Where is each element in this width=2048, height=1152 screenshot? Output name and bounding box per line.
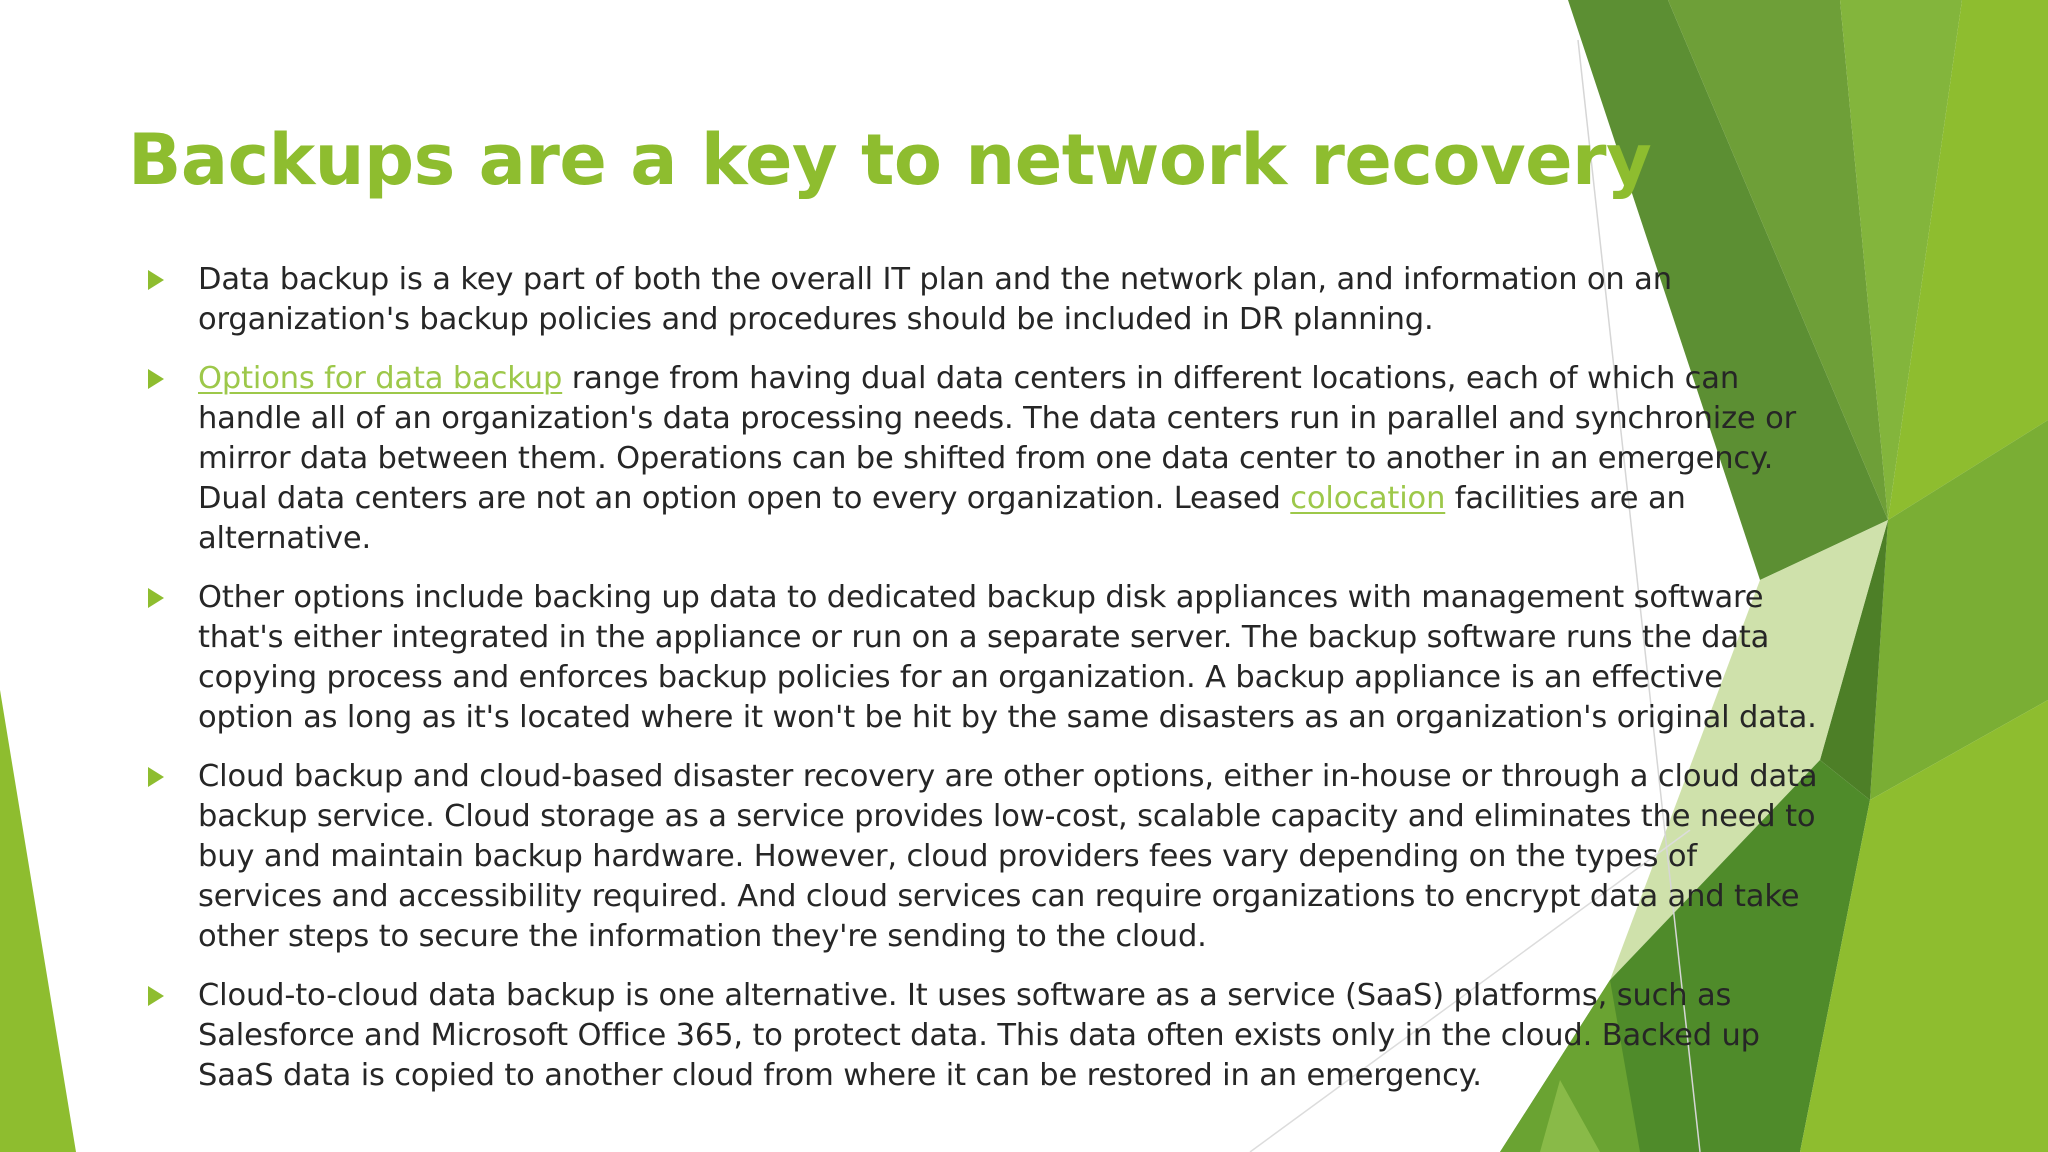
triangle-right-icon	[148, 986, 164, 1006]
bullet-item	[144, 578, 1824, 738]
bullet-list	[144, 260, 1824, 1115]
bullet-text: range from having dual data centers in different locations, each of which can handle all of an organization's data processing needs. The data centers run in parallel and synchronize or mirror data between them. Operations can be shifted from one data center to another in an emergency. Dual data centers are not an option open to every organization. Leased	[198, 361, 1796, 516]
bullet-item	[144, 976, 1824, 1096]
bullet-text: facilities are an alternative.	[198, 481, 1686, 556]
bullet-text: Cloud backup and cloud-based disaster recovery are other options, either in-house or through a cloud data backup service. Cloud storage as a service provides low-cost, scalable capacity and eliminates the need to buy and maintain backup hardware. However, cloud providers fees vary depending on the types of services and accessibility required. And cloud services can require organizations to encrypt data and take other steps to secure the information they're sending to the cloud.	[198, 759, 1818, 954]
bullet-text: Cloud-to-cloud data backup is one alternative. It uses software as a service (SaaS) platforms, such as Salesforce and Microsoft Office 365, to protect data. This data often exists only in the cloud. Backed up SaaS data is copied to another cloud from where it can be restored in an emergency.	[198, 978, 1760, 1093]
triangle-right-icon	[148, 369, 164, 389]
bullet-item	[144, 757, 1824, 957]
slide-title: Backups are a key to network recovery	[128, 119, 1652, 201]
bullet-text: Data backup is a key part of both the overall IT plan and the network plan, and information on an organization's backup policies and procedures should be included in DR planning.	[198, 262, 1672, 337]
bullet-text: Other options include backing up data to dedicated backup disk appliances with management software that's either integrated in the appliance or run on a separate server. The backup software runs the data copying process and enforces backup policies for an organization. A backup appliance is an effective option as long as it's located where it won't be hit by the same disasters as an organization's original data.	[198, 580, 1817, 735]
colocation-link[interactable]: colocation	[1290, 481, 1446, 516]
bullet-item	[144, 260, 1824, 340]
triangle-right-icon	[148, 767, 164, 787]
options-for-data-backup-link[interactable]: Options for data backup	[198, 361, 563, 396]
triangle-right-icon	[148, 270, 164, 290]
bullet-item	[144, 359, 1824, 559]
triangle-right-icon	[148, 588, 164, 608]
